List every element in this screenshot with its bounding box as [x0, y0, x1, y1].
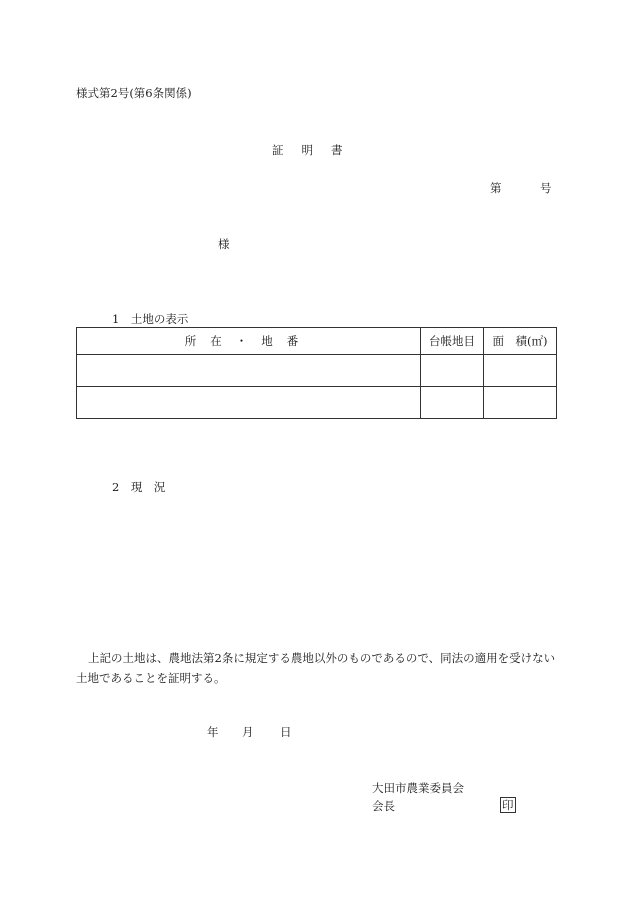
cell-ledger-category[interactable]	[421, 387, 484, 419]
document-number-prefix: 第	[490, 181, 502, 195]
form-number: 様式第2号(第6条関係)	[76, 86, 192, 100]
issuer-organization: 大田市農業委員会	[372, 781, 464, 795]
table-row	[77, 387, 557, 419]
cell-location[interactable]	[77, 355, 421, 387]
land-table-header-row	[77, 328, 557, 355]
cell-location[interactable]	[77, 387, 421, 419]
column-header-location: 所在・地番	[77, 328, 421, 355]
cell-area[interactable]	[484, 387, 557, 419]
issuer-title: 会長	[372, 799, 395, 813]
date-year-label: 年	[207, 725, 219, 739]
document-number-suffix: 号	[540, 181, 552, 195]
document-title: 証明書	[272, 143, 361, 157]
date-month-label: 月	[242, 725, 254, 739]
addressee-honorific: 様	[218, 237, 230, 251]
column-header-ledger-category: 台帳地目	[421, 328, 484, 355]
cell-area[interactable]	[484, 355, 557, 387]
cell-ledger-category[interactable]	[421, 355, 484, 387]
table-row	[77, 355, 557, 387]
certification-statement: 上記の土地は、農地法第2条に規定する農地以外のものであるので、同法の適用を受けない土地であることを証明する。	[76, 651, 556, 685]
seal-mark: 印	[502, 798, 514, 812]
column-header-area: 面 積(㎡)	[484, 328, 557, 355]
section2-heading: 2 現 況	[112, 480, 166, 494]
section1-heading: 1 土地の表示	[112, 312, 189, 326]
date-day-label: 日	[280, 725, 292, 739]
land-table	[76, 327, 557, 419]
